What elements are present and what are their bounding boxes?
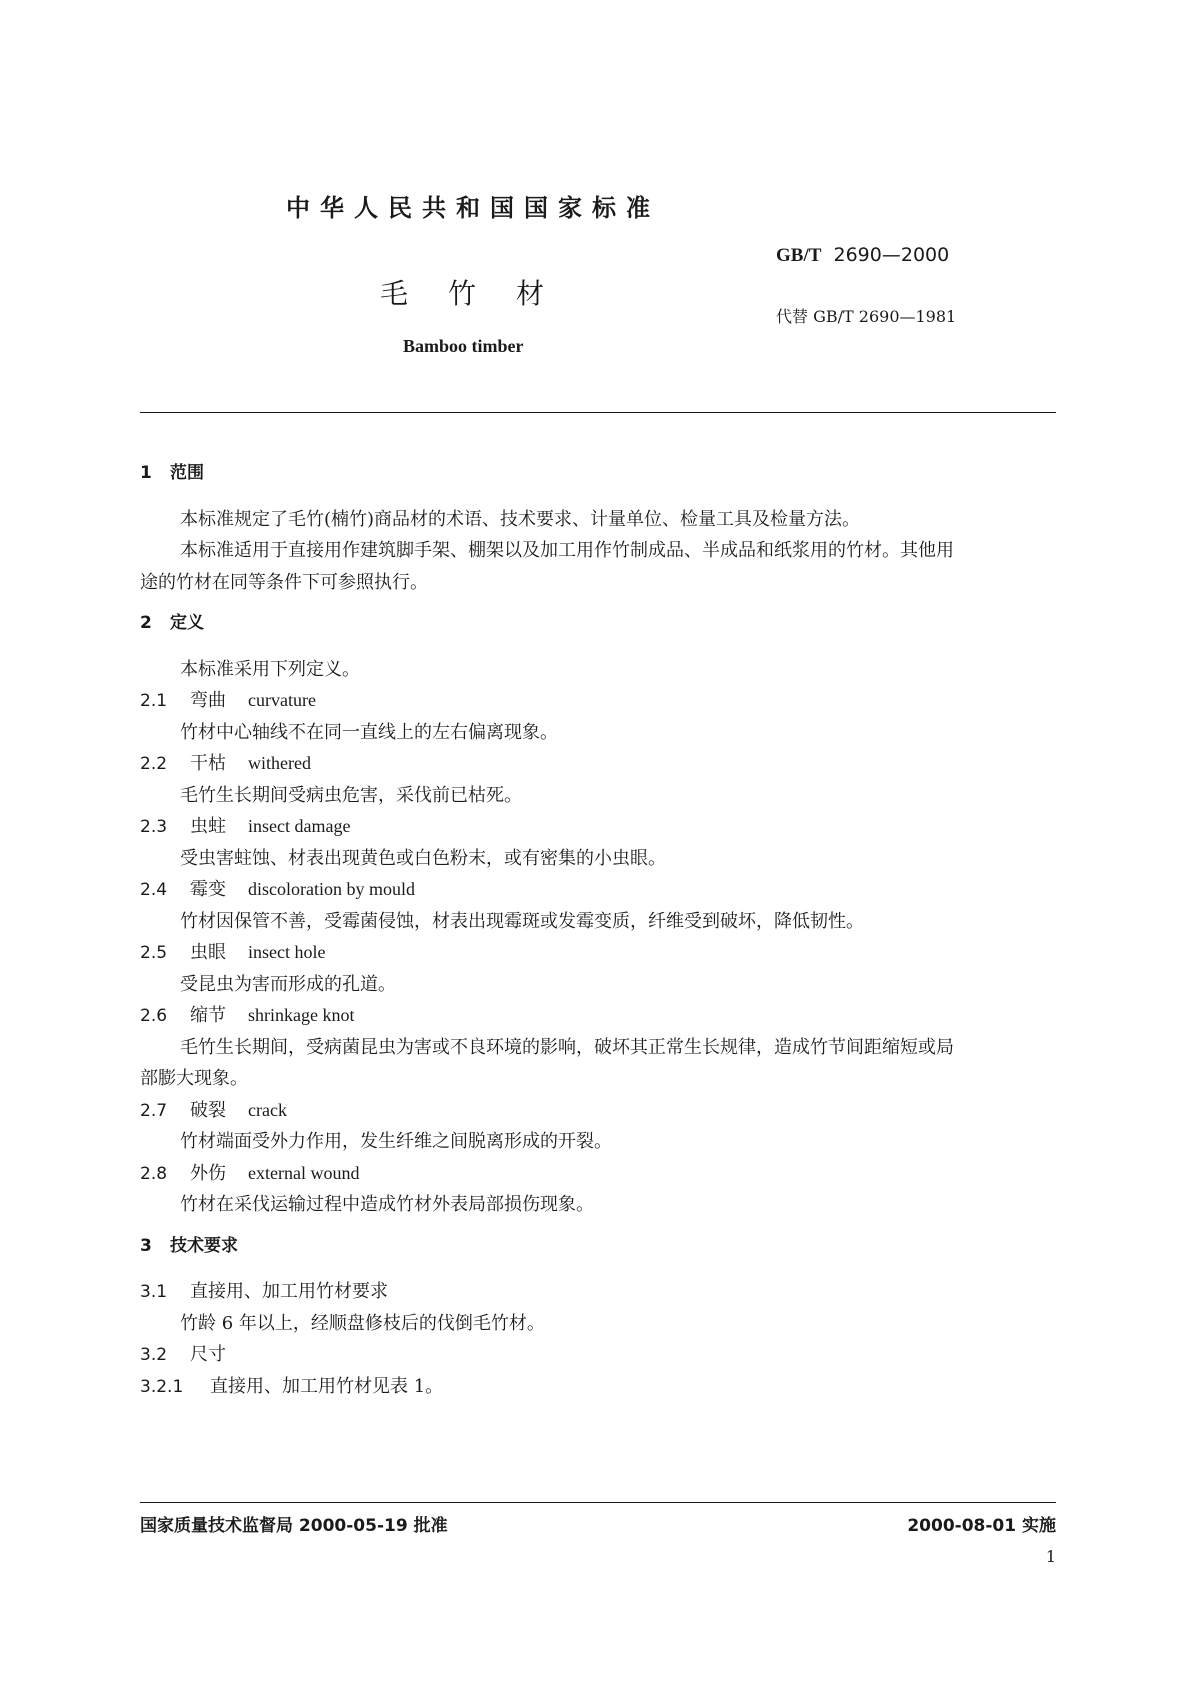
header-divider — [140, 412, 1056, 413]
standard-code — [776, 244, 949, 267]
definition-heading: 2.5 虫眼 insect hole — [140, 942, 326, 963]
subsection-3-1-text: 竹龄 6 年以上，经顺盘修枝后的伐倒毛竹材。 — [180, 1312, 545, 1334]
code-prefix: GB/T — [776, 245, 822, 266]
definition-heading: 2.3 虫蛀 insect damage — [140, 816, 351, 837]
definition-text: 受虫害蛀蚀、材表出现黄色或白色粉末，或有密集的小虫眼。 — [180, 847, 666, 869]
document-title-en: Bamboo timber — [403, 336, 524, 356]
national-standard-heading: 中华人民共和国国家标准 — [286, 194, 660, 222]
effective-date: 2000-08-01 实施 — [907, 1516, 1056, 1536]
definition-text: 部膨大现象。 — [140, 1068, 248, 1089]
section-1-para-1: 本标准规定了毛竹(楠竹)商品材的术语、技术要求、计量单位、检量工具及检量方法。 — [180, 508, 861, 530]
definition-text: 竹材因保管不善，受霉菌侵蚀，材表出现霉斑或发霉变质，纤维受到破坏，降低韧性。 — [180, 910, 864, 932]
definition-text: 竹材中心轴线不在同一直线上的左右偏离现象。 — [180, 721, 558, 743]
section-1-para-2-line-2: 途的竹材在同等条件下可参照执行。 — [140, 571, 428, 593]
definition-text: 受昆虫为害而形成的孔道。 — [180, 973, 396, 995]
definition-text: 竹材端面受外力作用，发生纤维之间脱离形成的开裂。 — [180, 1131, 612, 1152]
definition-heading: 2.8 外伤 external wound — [140, 1162, 360, 1184]
approval-info: 国家质量技术监督局 2000-05-19 批准 — [140, 1516, 448, 1536]
definition-heading: 2.1 弯曲 curvature — [140, 690, 316, 711]
replaces-standard: 代替 GB/T 2690—1981 — [776, 307, 957, 326]
subsection-3-2-heading: 3.2 尺寸 — [140, 1344, 226, 1365]
document-body — [140, 458, 1056, 1402]
section-2-intro: 本标准采用下列定义。 — [180, 658, 360, 680]
section-1-para-2-line-1: 本标准适用于直接用作建筑脚手架、棚架以及加工用作竹制成品、半成品和纸浆用的竹材。其他用 — [180, 540, 954, 561]
definition-heading: 2.7 破裂 crack — [140, 1099, 287, 1121]
definition-heading: 2.4 霉变 discoloration by mould — [140, 879, 415, 900]
section-3-heading: 3 技术要求 — [140, 1235, 238, 1256]
section-1-heading: 1 范围 — [140, 463, 204, 483]
section-2-heading: 2 定义 — [140, 613, 204, 633]
page-number: 1 — [1045, 1547, 1056, 1566]
definition-text: 毛竹生长期间受病虫危害，采伐前已枯死。 — [180, 784, 522, 806]
document-title-zh: 毛竹材 — [380, 277, 585, 310]
code-number: 2690—2000 — [833, 244, 950, 266]
footer-divider — [140, 1502, 1056, 1503]
definition-heading: 2.2 干枯 withered — [140, 753, 311, 774]
definition-text: 毛竹生长期间，受病菌昆虫为害或不良环境的影响，破坏其正常生长规律，造成竹节间距缩短或局 — [180, 1036, 954, 1058]
definition-text: 竹材在采伐运输过程中造成竹材外表局部损伤现象。 — [180, 1194, 594, 1215]
subsection-3-1-heading: 3.1 直接用、加工用竹材要求 — [140, 1281, 388, 1302]
subsection-3-2-1: 3.2.1 直接用、加工用竹材见表 1。 — [140, 1375, 444, 1397]
definition-heading: 2.6 缩节 shrinkage knot — [140, 1005, 355, 1026]
